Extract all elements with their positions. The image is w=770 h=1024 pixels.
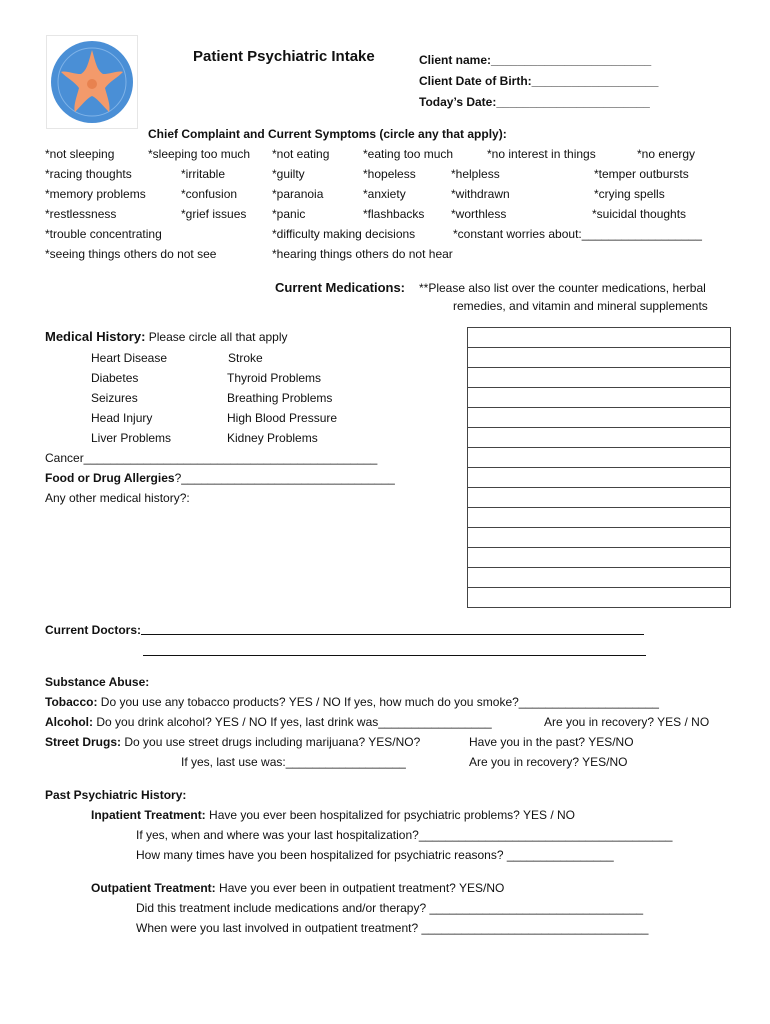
doctors-line-1[interactable] bbox=[141, 634, 644, 635]
medication-row[interactable] bbox=[468, 568, 731, 588]
other-history-label: Any other medical history?: bbox=[45, 491, 190, 505]
drugs-row bbox=[45, 735, 420, 749]
condition-kidney-problems[interactable]: Kidney Problems bbox=[227, 431, 318, 445]
outpatient-label: Outpatient Treatment: bbox=[91, 881, 216, 895]
symptom-racing-thoughts[interactable]: *racing thoughts bbox=[45, 167, 132, 181]
inpatient-label: Inpatient Treatment: bbox=[91, 808, 206, 822]
symptom-guilty[interactable]: *guilty bbox=[272, 167, 305, 181]
medication-row[interactable] bbox=[468, 368, 731, 388]
symptom-confusion[interactable]: *confusion bbox=[181, 187, 238, 201]
symptom-constant-worries[interactable]: *constant worries about:__________________ bbox=[453, 227, 702, 241]
medication-row[interactable] bbox=[468, 328, 731, 348]
symptom-withdrawn[interactable]: *withdrawn bbox=[451, 187, 510, 201]
inpatient-question[interactable]: Have you ever been hospitalized for psychiatric problems? YES / NO bbox=[209, 808, 575, 822]
medical-history-instruction: Please circle all that apply bbox=[148, 330, 288, 344]
tobacco-label: Tobacco: bbox=[45, 695, 98, 709]
medication-row[interactable] bbox=[468, 528, 731, 548]
symptom-paranoia[interactable]: *paranoia bbox=[272, 187, 324, 201]
symptom-suicidal-thoughts[interactable]: *suicidal thoughts bbox=[592, 207, 687, 221]
alcohol-question[interactable]: Do you drink alcohol? YES / NO If yes, last drink was_________________ bbox=[96, 715, 492, 729]
allergies-label: Food or Drug Allergies bbox=[45, 471, 175, 485]
symptom-sleeping-too-much[interactable]: *sleeping too much bbox=[148, 147, 251, 161]
allergies-field[interactable] bbox=[45, 471, 395, 485]
cancer-field[interactable]: Cancer____________________________________________ bbox=[45, 451, 378, 465]
symptom-temper-outbursts[interactable]: *temper outbursts bbox=[594, 167, 689, 181]
medication-row[interactable] bbox=[468, 428, 731, 448]
outpatient-last-field[interactable]: When were you last involved in outpatient treatment? __________________________________ bbox=[136, 921, 649, 935]
symptom-not-eating[interactable]: *not eating bbox=[272, 147, 330, 161]
medication-row[interactable] bbox=[468, 448, 731, 468]
logo-star-center bbox=[87, 79, 97, 89]
symptom-helpless[interactable]: *helpless bbox=[451, 167, 500, 181]
client-dob-field[interactable]: Client Date of Birth:___________________ bbox=[419, 74, 659, 88]
outpatient-row bbox=[91, 881, 504, 895]
medication-row[interactable] bbox=[468, 348, 731, 368]
medications-heading: Current Medications: bbox=[275, 280, 406, 295]
symptom-no-energy[interactable]: *no energy bbox=[637, 147, 696, 161]
symptom-difficulty-decisions[interactable]: *difficulty making decisions bbox=[272, 227, 416, 241]
symptom-hearing-things[interactable]: *hearing things others do not hear bbox=[272, 247, 453, 261]
condition-thyroid-problems[interactable]: Thyroid Problems bbox=[227, 371, 322, 385]
allergies-blank[interactable]: ?________________________________ bbox=[174, 471, 395, 485]
medical-history-heading: Medical History: bbox=[45, 329, 146, 344]
todays-date-field[interactable]: Today’s Date:_______________________ bbox=[419, 95, 650, 109]
symptom-anxiety[interactable]: *anxiety bbox=[363, 187, 406, 201]
condition-breathing-problems[interactable]: Breathing Problems bbox=[227, 391, 333, 405]
alcohol-recovery[interactable]: Are you in recovery? YES / NO bbox=[544, 715, 710, 729]
symptom-panic[interactable]: *panic bbox=[272, 207, 306, 221]
doctors-line-2[interactable] bbox=[143, 655, 646, 656]
medication-row[interactable] bbox=[468, 508, 731, 528]
condition-heart-disease[interactable]: Heart Disease bbox=[91, 351, 168, 365]
symptom-trouble-concentrating[interactable]: *trouble concentrating bbox=[45, 227, 162, 241]
inpatient-row bbox=[91, 808, 575, 822]
condition-liver-problems[interactable]: Liver Problems bbox=[91, 431, 172, 445]
page-title: Patient Psychiatric Intake bbox=[193, 48, 375, 65]
medications-table bbox=[467, 327, 731, 608]
condition-diabetes[interactable]: Diabetes bbox=[91, 371, 139, 385]
symptom-memory-problems[interactable]: *memory problems bbox=[45, 187, 146, 201]
substance-heading: Substance Abuse: bbox=[45, 675, 150, 689]
drugs-last-use[interactable]: If yes, last use was:__________________ bbox=[181, 755, 406, 769]
symptom-not-sleeping[interactable]: *not sleeping bbox=[45, 147, 115, 161]
symptom-eating-too-much[interactable]: *eating too much bbox=[363, 147, 454, 161]
alcohol-row bbox=[45, 715, 492, 729]
medication-row[interactable] bbox=[468, 488, 731, 508]
condition-seizures[interactable]: Seizures bbox=[91, 391, 138, 405]
drugs-recovery[interactable]: Are you in recovery? YES/NO bbox=[469, 755, 628, 769]
condition-high-blood-pressure[interactable]: High Blood Pressure bbox=[227, 411, 338, 425]
drugs-label: Street Drugs: bbox=[45, 735, 122, 749]
symptom-seeing-things[interactable]: *seeing things others do not see bbox=[45, 247, 217, 261]
symptom-flashbacks[interactable]: *flashbacks bbox=[363, 207, 425, 221]
alcohol-label: Alcohol: bbox=[45, 715, 93, 729]
clinic-logo bbox=[46, 35, 138, 129]
symptom-restlessness[interactable]: *restlessness bbox=[45, 207, 117, 221]
medication-row[interactable] bbox=[468, 408, 731, 428]
medical-history-title bbox=[45, 329, 288, 344]
drugs-past[interactable]: Have you in the past? YES/NO bbox=[469, 735, 634, 749]
tobacco-row bbox=[45, 695, 659, 709]
drugs-question[interactable]: Do you use street drugs including marijuana? YES/NO? bbox=[124, 735, 421, 749]
symptom-grief-issues[interactable]: *grief issues bbox=[181, 207, 247, 221]
tobacco-question[interactable]: Do you use any tobacco products? YES / NO If yes, how much do you smoke?_____________________ bbox=[100, 695, 659, 709]
medications-note-line1: **Please also list over the counter medications, herbal bbox=[419, 281, 706, 295]
outpatient-question[interactable]: Have you ever been in outpatient treatment? YES/NO bbox=[219, 881, 505, 895]
symptom-no-interest[interactable]: *no interest in things bbox=[487, 147, 596, 161]
current-doctors-label: Current Doctors: bbox=[45, 623, 142, 637]
psych-history-heading: Past Psychiatric History: bbox=[45, 788, 187, 802]
condition-head-injury[interactable]: Head Injury bbox=[91, 411, 153, 425]
medications-note-line2: remedies, and vitamin and mineral supplements bbox=[453, 299, 708, 313]
medication-row[interactable] bbox=[468, 588, 731, 608]
symptom-hopeless[interactable]: *hopeless bbox=[363, 167, 416, 181]
symptom-worthless[interactable]: *worthless bbox=[451, 207, 507, 221]
inpatient-when-field[interactable]: If yes, when and where was your last hospitalization?______________________________________ bbox=[136, 828, 673, 842]
client-name-field[interactable]: Client name:________________________ bbox=[419, 53, 652, 67]
medication-row[interactable] bbox=[468, 468, 731, 488]
medication-row[interactable] bbox=[468, 548, 731, 568]
symptom-irritable[interactable]: *irritable bbox=[181, 167, 226, 181]
symptom-crying-spells[interactable]: *crying spells bbox=[594, 187, 665, 201]
medication-row[interactable] bbox=[468, 388, 731, 408]
inpatient-times-field[interactable]: How many times have you been hospitalized for psychiatric reasons? ________________ bbox=[136, 848, 614, 862]
condition-stroke[interactable]: Stroke bbox=[228, 351, 263, 365]
outpatient-meds-field[interactable]: Did this treatment include medications and/or therapy? ________________________________ bbox=[136, 901, 644, 915]
symptoms-heading: Chief Complaint and Current Symptoms (circle any that apply): bbox=[148, 127, 507, 141]
